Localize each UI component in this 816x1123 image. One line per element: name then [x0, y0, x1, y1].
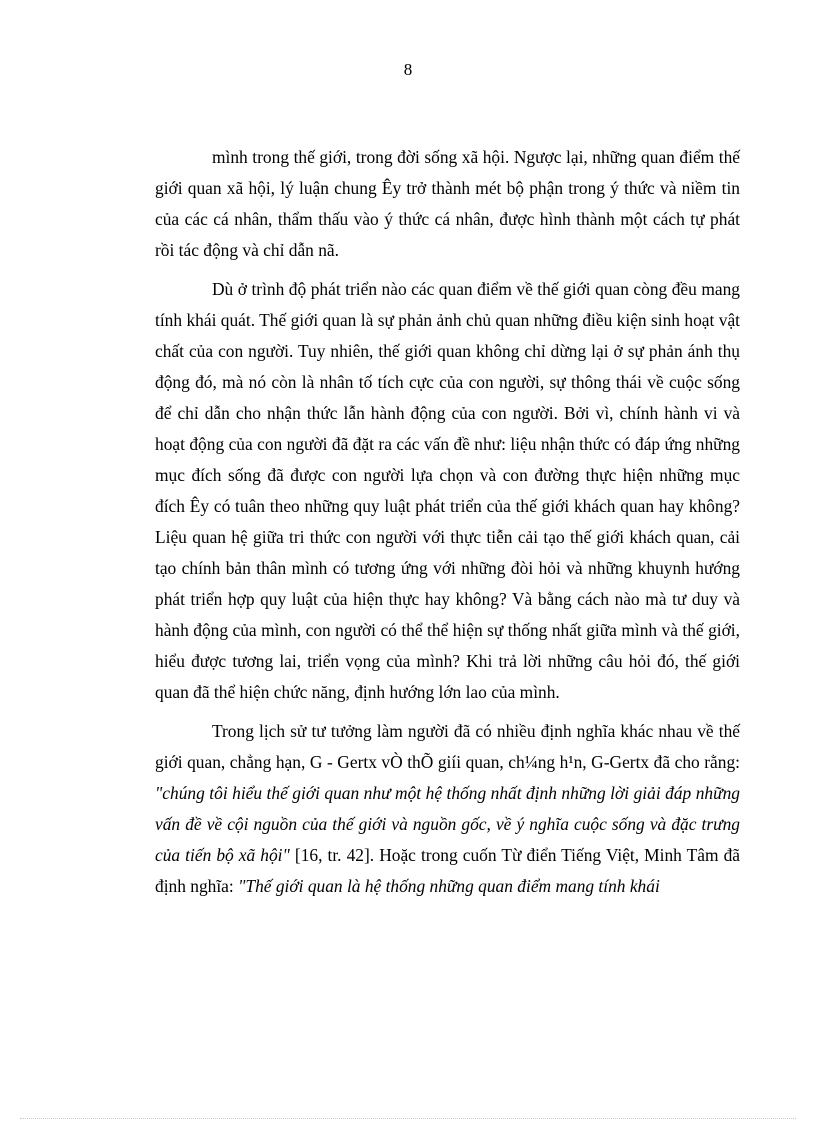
paragraph-3-intro: Trong lịch sử tư tưởng làm người đã có nhiều định nghĩa khác nhau về thế giới quan, chẳng hạn, G - Gertx vÒ thÕ giíi quan, ch¼ng h¹n, G-Gertx đã cho rằng: — [155, 721, 740, 772]
quote-gertx: "chúng tôi hiểu thế giới quan như một hệ thống nhất định những lời giải đáp những vấn đề về cội nguồn của thế giới và nguồn gốc, về ý nghĩa cuộc sống và đặc trưng của tiến bộ xã hội" — [155, 783, 740, 865]
paragraph-3 — [155, 716, 740, 902]
paragraph-2: Dù ở trình độ phát triển nào các quan điểm về thế giới quan còng đều mang tính khái quát. Thế giới quan là sự phản ảnh chủ quan những điều kiện sinh hoạt vật chất của con người. Tuy nhiên, thế giới quan không chỉ dừng lại ở sự phản ánh thụ động đó, mà nó còn là nhân tố tích cực của con người, sự thông thái về cuộc sống để chỉ dẫn cho nhận thức lẫn hành động của con người. Bởi vì, chính hành vi và hoạt động của con người đã đặt ra các vấn đề như: liệu nhận thức có đáp ứng những mục đích sống đã được con người lựa chọn và con đường thực hiện những mục đích Êy có tuân theo những quy luật phát triển của thế giới khách quan hay không? Liệu quan hệ giữa tri thức con người với thực tiễn cải tạo thế giới khách quan, cải tạo chính bản thân mình có tương ứng với những đòi hỏi và những khuynh hướng phát triển hợp quy luật của hiện thực hay không? Và bằng cách nào mà tư duy và hành động của mình, con người có thể thể hiện sự thống nhất giữa mình và thế giới, hiểu được tương lai, triển vọng của mình? Khi trả lời những câu hỏi đó, thế giới quan đã thể hiện chức năng, định hướng lớn lao của mình. — [155, 279, 740, 702]
quote-minh-tam: "Thế giới quan là hệ thống những quan điểm mang tính khái — [238, 876, 660, 896]
page-bottom-divider — [20, 1118, 796, 1119]
paragraph-1: mình trong thế giới, trong đời sống xã hội. Ngược lại, những quan điểm thế giới quan xã hội, lý luận chung Êy trở thành mét bộ phận trong ý thức và niềm tin của các cá nhân, thẩm thấu vào ý thức cá nhân, được hình thành một cách tự phát rồi tác động và chỉ dẫn nã. — [155, 147, 740, 260]
page-number: 8 — [403, 60, 413, 79]
document-body — [155, 142, 740, 902]
paragraph-3-middle: [16, tr. 42]. Hoặc trong cuốn Từ điển Tiếng Việt, Minh Tâm đã định nghĩa: — [155, 845, 740, 896]
